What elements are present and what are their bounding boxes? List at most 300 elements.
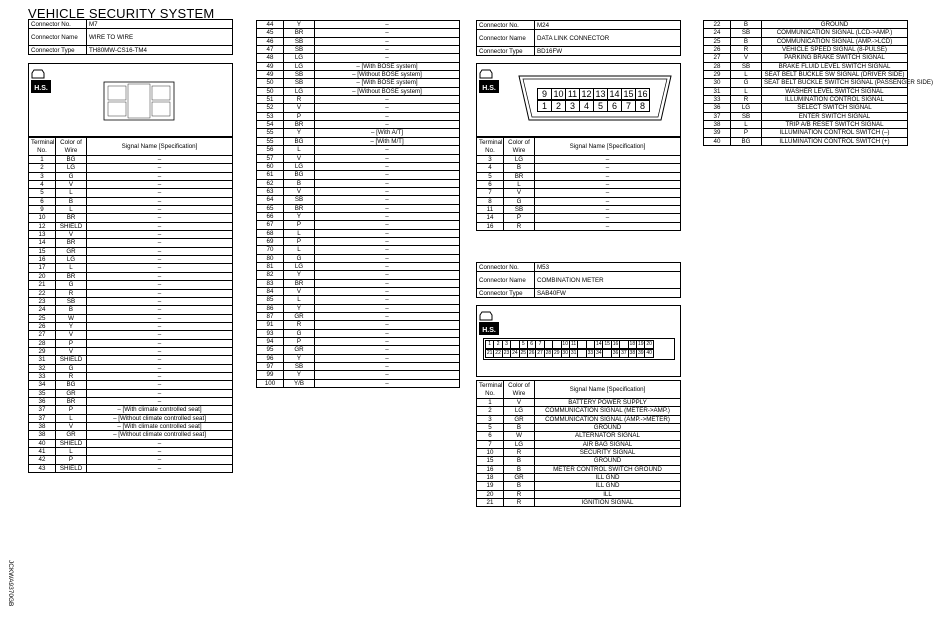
table-row: [477, 197, 681, 205]
m7-terminal-table-continued: [256, 20, 460, 388]
wire-color: GR: [56, 431, 87, 439]
connector-pin: 11: [565, 88, 580, 100]
wire-color: L: [56, 448, 87, 456]
terminal-no: 35: [29, 389, 56, 397]
signal-name: SELECT SWITCH SIGNAL: [762, 104, 908, 112]
signal-name: –: [315, 179, 460, 187]
signal-name: –: [87, 256, 233, 264]
terminal-no: 37: [29, 414, 56, 422]
wire-color: R: [731, 96, 762, 104]
terminal-no: 4: [477, 164, 504, 172]
signal-name: –: [87, 164, 233, 172]
terminal-no: 62: [257, 179, 284, 187]
wire-color: R: [284, 321, 315, 329]
table-row: [257, 363, 460, 371]
terminal-no: 49: [257, 71, 284, 79]
table-row: [257, 212, 460, 220]
wire-color: P: [56, 456, 87, 464]
wire-color: SB: [731, 29, 762, 37]
terminal-no: 28: [29, 339, 56, 347]
table-row: [29, 464, 233, 472]
wire-color: V: [284, 104, 315, 112]
terminal-no: 20: [29, 272, 56, 280]
table-row: [29, 389, 233, 397]
signal-name: –: [87, 297, 233, 305]
terminal-no: 85: [257, 296, 284, 304]
wire-color: BR: [56, 239, 87, 247]
terminal-no: 65: [257, 204, 284, 212]
wire-color: G: [504, 197, 535, 205]
signal-name: –: [87, 389, 233, 397]
table-row: [29, 339, 233, 347]
terminal-no: 5: [477, 172, 504, 180]
header-signal: Signal Name [Specification]: [87, 138, 233, 156]
terminal-no: 4: [29, 181, 56, 189]
signal-name: –: [87, 306, 233, 314]
wire-color: V: [731, 54, 762, 62]
table-row: [29, 381, 233, 389]
table-row: [704, 21, 908, 29]
terminal-no: 25: [29, 314, 56, 322]
signal-name: –: [87, 448, 233, 456]
page-title: VEHICLE SECURITY SYSTEM: [28, 6, 215, 21]
m7-connector-info: [28, 19, 233, 55]
signal-name: VEHICLE SPEED SIGNAL (8-PULSE): [762, 46, 908, 54]
wire-color: SB: [504, 206, 535, 214]
wire-color: LG: [284, 54, 315, 62]
hs-icon: [479, 310, 501, 338]
figure-code: JCKWA9370GB: [7, 560, 14, 607]
table-row: [477, 206, 681, 214]
wire-color: L: [284, 146, 315, 154]
terminal-no: 24: [29, 306, 56, 314]
terminal-no: 14: [29, 239, 56, 247]
table-row: [257, 246, 460, 254]
table-row: [704, 137, 908, 145]
table-row: [257, 296, 460, 304]
terminal-no: 16: [29, 256, 56, 264]
header-terminal: Terminal No.: [477, 138, 504, 156]
svg-text:H.S.: H.S.: [482, 85, 496, 92]
wire-color: B: [56, 197, 87, 205]
terminal-no: 2: [477, 407, 504, 415]
terminal-no: 87: [257, 313, 284, 321]
signal-name: WASHER LEVEL SWITCH SIGNAL: [762, 87, 908, 95]
table-row: [29, 231, 233, 239]
signal-name: –: [87, 397, 233, 405]
terminal-no: 32: [29, 364, 56, 372]
wire-color: B: [504, 482, 535, 490]
signal-name: –: [535, 181, 681, 189]
signal-name: –: [315, 104, 460, 112]
wire-color: R: [504, 490, 535, 498]
wire-color: Y: [284, 371, 315, 379]
signal-name: –: [315, 154, 460, 162]
wire-color: LG: [504, 407, 535, 415]
table-row: [257, 29, 460, 37]
signal-name: ILL GND: [535, 482, 681, 490]
connector-pin: 34: [595, 350, 602, 356]
m53-type: SAB40FW: [535, 289, 681, 298]
table-row: [477, 424, 681, 432]
signal-name: –: [87, 364, 233, 372]
table-row: [477, 407, 681, 415]
wire-color: G: [56, 281, 87, 289]
wire-color: LG: [56, 164, 87, 172]
wire-color: BG: [731, 137, 762, 145]
wire-color: B: [284, 179, 315, 187]
table-row: [29, 297, 233, 305]
terminal-no: 3: [477, 415, 504, 423]
signal-name: BATTERY POWER SUPPLY: [535, 399, 681, 407]
wire-color: R: [731, 46, 762, 54]
table-row: [29, 456, 233, 464]
table-row: [477, 482, 681, 490]
wire-color: R: [504, 222, 535, 230]
terminal-no: 38: [704, 121, 731, 129]
terminal-no: 97: [257, 363, 284, 371]
connector-pin: 14: [595, 341, 602, 347]
header-terminal: Terminal No.: [477, 381, 504, 399]
table-row: [257, 129, 460, 137]
terminal-no: 68: [257, 229, 284, 237]
label-connector-name: Connector Name: [477, 30, 535, 47]
table-row: [257, 121, 460, 129]
signal-name: COMMUNICATION SIGNAL (METER->AMP.): [535, 407, 681, 415]
table-row: [257, 338, 460, 346]
signal-name: –: [315, 229, 460, 237]
signal-name: –: [87, 247, 233, 255]
terminal-no: 7: [477, 189, 504, 197]
wire-color: P: [56, 406, 87, 414]
connector-pin: 8: [635, 100, 650, 112]
terminal-no: 16: [477, 465, 504, 473]
signal-name: SECURITY SIGNAL: [535, 449, 681, 457]
svg-text:H.S.: H.S.: [34, 85, 48, 92]
connector-pin: 13: [593, 88, 608, 100]
terminal-no: 61: [257, 171, 284, 179]
wire-color: GR: [504, 474, 535, 482]
wire-color: SHIELD: [56, 222, 87, 230]
wire-color: L: [56, 414, 87, 422]
wire-color: G: [284, 254, 315, 262]
terminal-no: 36: [29, 397, 56, 405]
table-row: [704, 46, 908, 54]
signal-name: –: [87, 239, 233, 247]
wire-color: GR: [56, 389, 87, 397]
signal-name: –: [87, 356, 233, 364]
wire-color: W: [504, 432, 535, 440]
label-connector-no: Connector No.: [29, 20, 87, 29]
table-row: [29, 264, 233, 272]
signal-name: –: [87, 214, 233, 222]
m7-connector-figure: [28, 63, 233, 137]
terminal-no: 93: [257, 329, 284, 337]
terminal-no: 24: [704, 29, 731, 37]
table-row: [29, 423, 233, 431]
connector-pin: 12: [579, 88, 594, 100]
signal-name: BRAKE FLUID LEVEL SWITCH SIGNAL: [762, 62, 908, 70]
wire-color: LG: [504, 156, 535, 164]
terminal-no: 18: [477, 474, 504, 482]
terminal-no: 39: [704, 129, 731, 137]
terminal-no: 27: [29, 331, 56, 339]
signal-name: –: [87, 289, 233, 297]
table-row: [29, 397, 233, 405]
connector-pin: 7: [535, 340, 544, 349]
signal-name: –: [315, 304, 460, 312]
table-row: [257, 221, 460, 229]
table-row: [257, 379, 460, 387]
wire-color: LG: [284, 262, 315, 270]
terminal-no: 33: [29, 372, 56, 380]
connector-pin: 1: [485, 340, 494, 349]
signal-name: –: [87, 281, 233, 289]
wire-color: R: [56, 372, 87, 380]
terminal-no: 34: [29, 381, 56, 389]
table-row: [257, 154, 460, 162]
wire-color: V: [56, 347, 87, 355]
signal-name: –: [315, 29, 460, 37]
wire-color: B: [504, 457, 535, 465]
wire-color: P: [284, 338, 315, 346]
connector-pin: 30: [562, 350, 568, 356]
table-row: [29, 289, 233, 297]
signal-name: –: [87, 156, 233, 164]
signal-name: –: [315, 346, 460, 354]
terminal-no: 23: [29, 297, 56, 305]
m53-connector-info: [476, 262, 681, 298]
table-row: [29, 406, 233, 414]
signal-name: ALTERNATOR SIGNAL: [535, 432, 681, 440]
table-row: [704, 62, 908, 70]
signal-name: –: [315, 379, 460, 387]
signal-name: –: [87, 347, 233, 355]
wire-color: V: [284, 288, 315, 296]
signal-name: –: [315, 162, 460, 170]
terminal-no: 100: [257, 379, 284, 387]
table-row: [257, 329, 460, 337]
connector-pin: 19: [637, 341, 644, 347]
wire-color: GR: [284, 346, 315, 354]
table-row: [29, 181, 233, 189]
terminal-no: 50: [257, 79, 284, 87]
signal-name: –: [315, 246, 460, 254]
wire-color: L: [504, 181, 535, 189]
table-row: [257, 229, 460, 237]
table-row: [477, 457, 681, 465]
connector-pin: 29: [554, 350, 560, 356]
signal-name: –: [315, 54, 460, 62]
table-row: [257, 112, 460, 120]
signal-name: –: [87, 314, 233, 322]
wire-color: GR: [56, 247, 87, 255]
hs-icon: [479, 68, 501, 96]
table-row: [477, 490, 681, 498]
table-row: [477, 474, 681, 482]
connector-pin: 11: [569, 340, 578, 349]
signal-name: –: [87, 439, 233, 447]
signal-name: –: [315, 338, 460, 346]
table-row: [257, 254, 460, 262]
signal-name: –: [535, 164, 681, 172]
signal-name: SEAT BELT BUCKLE SWITCH SIGNAL (PASSENGER SIDE): [762, 79, 908, 87]
wire-color: Y: [284, 271, 315, 279]
terminal-no: 48: [257, 54, 284, 62]
table-row: [29, 331, 233, 339]
wire-color: SB: [284, 363, 315, 371]
connector-pin: 5: [519, 340, 528, 349]
signal-name: –: [87, 231, 233, 239]
terminal-no: 43: [29, 464, 56, 472]
wire-color: W: [56, 314, 87, 322]
table-row: [704, 104, 908, 112]
connector-pin: 22: [495, 350, 501, 356]
signal-name: ILLUMINATION CONTROL SWITCH (–): [762, 129, 908, 137]
m24-trapezoid-outline: [517, 74, 673, 122]
table-row: [257, 179, 460, 187]
connector-pin: 14: [607, 88, 622, 100]
signal-name: –: [315, 37, 460, 45]
connector-pin: 3: [502, 340, 511, 349]
table-row: [477, 440, 681, 448]
table-row: [29, 414, 233, 422]
signal-name: –: [315, 363, 460, 371]
m7-type: TH80MW-CS16-TM4: [87, 46, 233, 55]
table-row: [704, 79, 908, 87]
table-row: [257, 354, 460, 362]
signal-name: – [With A/T]: [315, 129, 460, 137]
wire-color: BR: [284, 204, 315, 212]
wire-color: R: [284, 96, 315, 104]
label-connector-no: Connector No.: [477, 263, 535, 272]
table-row: [257, 96, 460, 104]
terminal-no: 12: [29, 222, 56, 230]
table-row: [257, 187, 460, 195]
connector-pin: 26: [528, 350, 535, 356]
table-row: [257, 37, 460, 45]
terminal-no: 26: [29, 322, 56, 330]
m7-terminal-table: [28, 137, 233, 473]
terminal-no: 94: [257, 338, 284, 346]
terminal-no: 51: [257, 96, 284, 104]
signal-name: COMMUNICATION SIGNAL (AMP.->LCD): [762, 37, 908, 45]
signal-name: METER CONTROL SWITCH GROUND: [535, 465, 681, 473]
wire-color: LG: [56, 256, 87, 264]
label-connector-type: Connector Type: [477, 47, 535, 56]
label-connector-name: Connector Name: [29, 29, 87, 46]
terminal-no: 5: [477, 424, 504, 432]
signal-name: –: [87, 189, 233, 197]
table-row: [257, 54, 460, 62]
wire-color: BG: [284, 171, 315, 179]
table-row: [257, 196, 460, 204]
wire-color: P: [284, 237, 315, 245]
table-row: [257, 137, 460, 145]
wire-color: SB: [731, 62, 762, 70]
wire-color: SB: [284, 71, 315, 79]
signal-name: –: [315, 288, 460, 296]
connector-pin: 24: [512, 350, 518, 356]
wire-color: G: [284, 329, 315, 337]
terminal-no: 29: [704, 71, 731, 79]
wire-color: GR: [284, 313, 315, 321]
terminal-no: 49: [257, 62, 284, 70]
m24-type: BD16FW: [535, 47, 681, 56]
terminal-no: 86: [257, 304, 284, 312]
terminal-no: 17: [29, 264, 56, 272]
terminal-no: 15: [477, 457, 504, 465]
signal-name: –: [315, 237, 460, 245]
connector-pin: 3: [565, 100, 580, 112]
wire-color: BR: [56, 272, 87, 280]
table-row: [29, 206, 233, 214]
signal-name: – [Without BOSE system]: [315, 71, 460, 79]
connector-pin: 10: [551, 88, 566, 100]
table-row: [477, 499, 681, 507]
table-row: [29, 314, 233, 322]
wire-color: L: [284, 229, 315, 237]
table-row: [257, 371, 460, 379]
wire-color: BR: [284, 121, 315, 129]
connector-pin: 33: [587, 350, 594, 356]
table-row: [29, 247, 233, 255]
signal-name: –: [315, 146, 460, 154]
terminal-no: 5: [29, 189, 56, 197]
terminal-no: 1: [29, 156, 56, 164]
wire-color: BG: [56, 381, 87, 389]
table-row: [257, 288, 460, 296]
wire-color: Y/B: [284, 379, 315, 387]
signal-name: –: [87, 456, 233, 464]
terminal-no: 22: [29, 289, 56, 297]
terminal-no: 99: [257, 371, 284, 379]
table-row: [29, 214, 233, 222]
signal-name: IGNITION SIGNAL: [535, 499, 681, 507]
table-row: [29, 364, 233, 372]
table-row: [257, 279, 460, 287]
table-row: [477, 415, 681, 423]
table-row: [29, 306, 233, 314]
signal-name: –: [87, 197, 233, 205]
terminal-no: 6: [477, 181, 504, 189]
signal-name: AIR BAG SIGNAL: [535, 440, 681, 448]
signal-name: –: [315, 279, 460, 287]
table-row: [29, 239, 233, 247]
terminal-no: 10: [477, 449, 504, 457]
table-row: [704, 96, 908, 104]
connector-pin: 6: [607, 100, 622, 112]
wire-color: L: [731, 121, 762, 129]
connector-pin: 21: [486, 350, 493, 356]
signal-name: –: [315, 313, 460, 321]
signal-name: –: [87, 331, 233, 339]
terminal-no: 3: [29, 172, 56, 180]
connector-pin: 9: [537, 88, 552, 100]
signal-name: –: [315, 96, 460, 104]
label-connector-no: Connector No.: [477, 21, 535, 30]
wire-color: L: [731, 87, 762, 95]
terminal-no: 31: [704, 87, 731, 95]
terminal-no: 84: [257, 288, 284, 296]
terminal-no: 37: [704, 112, 731, 120]
table-row: [29, 156, 233, 164]
wire-color: Y: [284, 354, 315, 362]
wire-color: LG: [284, 62, 315, 70]
signal-name: –: [535, 189, 681, 197]
terminal-no: 22: [704, 21, 731, 29]
table-row: [477, 181, 681, 189]
